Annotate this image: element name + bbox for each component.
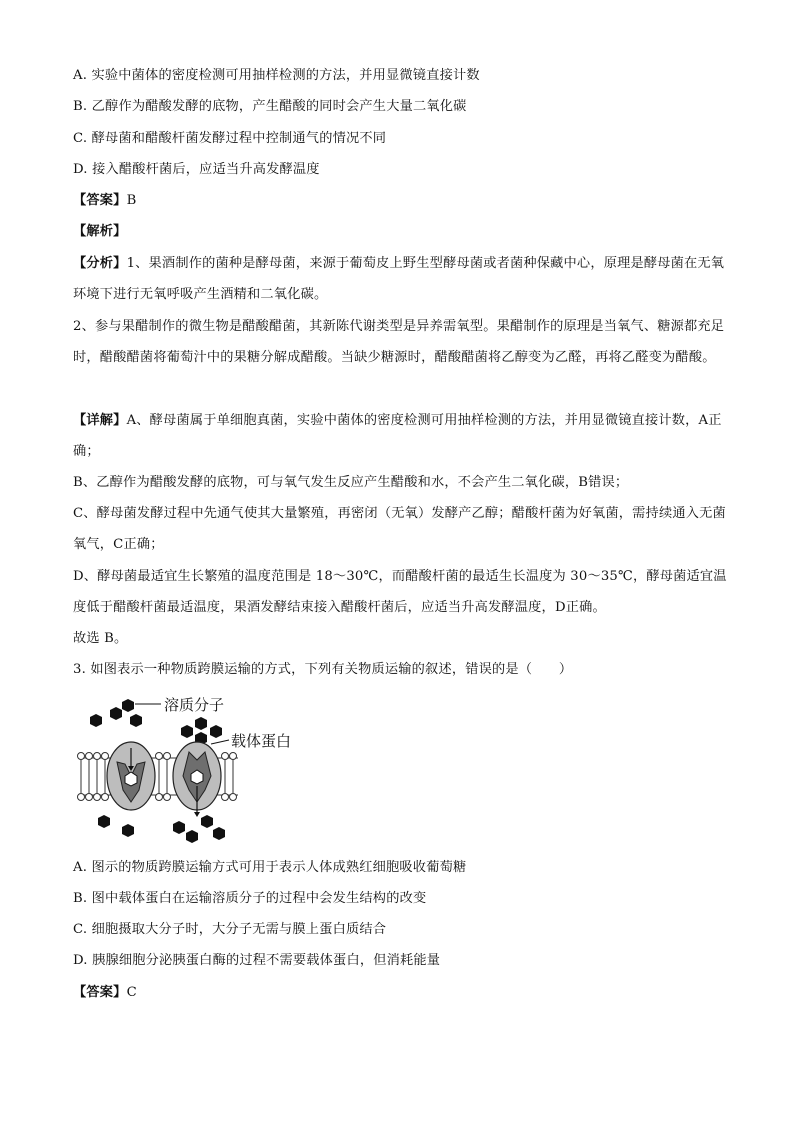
label-carrier: 载体蛋白 <box>231 732 292 750</box>
analysis-title: 【解析】 <box>73 224 127 239</box>
q3-option-c: C. 细胞摄取大分子时，大分子无需与膜上蛋白质结合 <box>73 922 387 937</box>
fenxi-text-1: 1、果酒制作的菌种是酵母菌，来源于葡萄皮上野生型酵母菌或者菌种保藏中心，原理是酵母菌在无氧环境下进行无氧呼吸产生酒精和二氧化碳。 <box>73 256 725 302</box>
answer-label: 【答案】 <box>73 193 127 208</box>
membrane-transport-figure <box>73 690 313 850</box>
detail-paragraph-a <box>73 405 733 467</box>
fenxi-label: 【分析】 <box>73 256 127 271</box>
q3-answer-value: C <box>126 985 137 1000</box>
q3-answer-label: 【答案】 <box>73 985 127 1000</box>
carrier-callout-line <box>211 740 229 744</box>
detail-paragraph-c: C、酵母菌发酵过程中先通气使其大量繁殖，再密闭（无氧）发酵产乙醇；醋酸杆菌为好氧菌，需持续通入无菌氧气，C正确； <box>73 506 726 552</box>
analysis-paragraph-1 <box>73 248 733 310</box>
answer-value: B <box>126 193 137 208</box>
conclusion: 故选 B。 <box>73 631 128 646</box>
q3-option-a: A. 图示的物质跨膜运输方式可用于表示人体成熟红细胞吸收葡萄糖 <box>73 860 467 875</box>
q3-stem: 3. 如图表示一种物质跨膜运输的方式，下列有关物质运输的叙述，错误的是（ ） <box>73 662 573 677</box>
detail-paragraph-b: B、乙醇作为醋酸发酵的底物，可与氧气发生反应产生醋酸和水，不会产生二氧化碳，B错误； <box>73 475 629 490</box>
q2-option-d: D. 接入醋酸杆菌后，应适当升高发酵温度 <box>73 162 320 177</box>
detail-paragraph-d: D、酵母菌最适宜生长繁殖的温度范围是 18～30℃，而醋酸杆菌的最适生长温度为 30～35℃，酵母菌适宜温度低于醋酸杆菌最适温度，果酒发酵结束接入醋酸杆菌后，应适当升高发酵温度，D正确。 <box>73 569 727 615</box>
q3-answer <box>73 984 733 1002</box>
q3-option-d: D. 胰腺细胞分泌胰蛋白酶的过程不需要载体蛋白，但消耗能量 <box>73 953 441 968</box>
q2-option-c: C. 酵母菌和醋酸杆菌发酵过程中控制通气的情况不同 <box>73 131 387 146</box>
q2-option-a: A. 实验中菌体的密度检测可用抽样检测的方法，并用显微镜直接计数 <box>73 68 480 83</box>
carrier-protein-1 <box>107 742 155 810</box>
detail-a-text: A、酵母菌属于单细胞真菌，实验中菌体的密度检测可用抽样检测的方法，并用显微镜直接计数，A正确； <box>73 413 722 459</box>
label-solute: 溶质分子 <box>164 696 225 714</box>
q2-option-b: B. 乙醇作为醋酸发酵的底物，产生醋酸的同时会产生大量二氧化碳 <box>73 99 467 114</box>
carrier-protein-2 <box>173 742 221 817</box>
q2-answer <box>73 192 733 210</box>
solute-molecules-inside <box>98 815 225 843</box>
q3-option-b: B. 图中载体蛋白在运输溶质分子的过程中会发生结构的改变 <box>73 891 427 906</box>
analysis-paragraph-2: 2、参与果醋制作的微生物是醋酸醋菌，其新陈代谢类型是异养需氧型。果醋制作的原理是当氧气、糖源都充足时，醋酸醋菌将葡萄汁中的果糖分解成醋酸。当缺少糖源时，醋酸醋菌将乙醇变为乙醛，再将乙醛变为醋酸。 <box>73 319 725 365</box>
xiangjie-label: 【详解】 <box>73 413 127 428</box>
